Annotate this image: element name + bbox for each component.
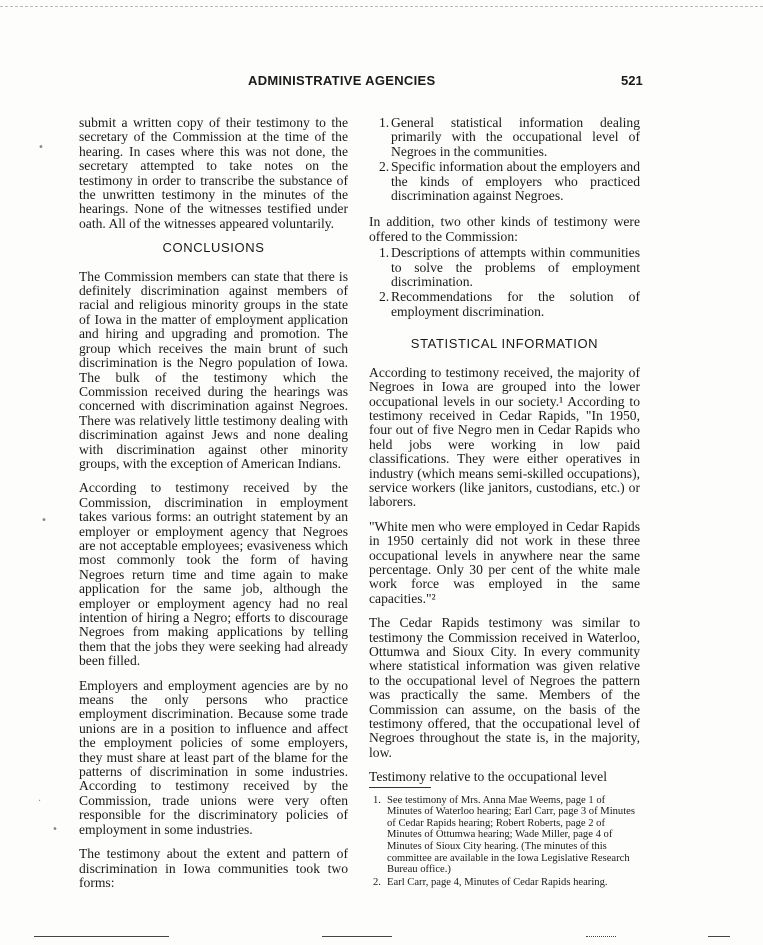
footnote-rule <box>369 787 431 788</box>
paragraph: Employers and employment agencies are by no means the only persons who practice employment discrimination. Because some trade unions are in a position to influence and affect the employment policies of some employers, they must share at least part of the blame for the patterns of discrimination in some industries. According to testimony received by the Commission, trade unions were very often responsible for the discriminatory policies of employment in some industries. <box>79 677 348 837</box>
top-dashed-rule <box>0 6 763 7</box>
bottom-rule <box>322 936 392 937</box>
paragraph: According to testimony received, the majority of Negroes in Iowa are grouped into the lower occupational levels in our society.¹ According to testimony received in Cedar Rapids, "In 1950, four out of five Negro men in Cedar Rapids who held jobs were working in low paid classifications. They were either operatives in industry (which means semi-skilled occupations), service workers (like janitors, custodians, etc.) or laborers. <box>369 364 640 510</box>
paragraph: "White men who were employed in Cedar Rapids in 1950 certainly did not work in these three occupational levels in anywhere near the same percentage. Only 30 per cent of the white male work force was employed in the same capacities."² <box>369 518 640 606</box>
margin-mark: • <box>38 142 44 153</box>
conclusions-heading: CONCLUSIONS <box>162 240 265 256</box>
testimony-forms-list <box>369 116 640 203</box>
list-item: 1. General statistical information dealing primarily with the occupational level of Negroes in the communities. <box>379 115 640 159</box>
bottom-rule <box>708 936 730 937</box>
margin-mark: · <box>38 796 42 807</box>
paragraph: The testimony about the extent and pattern of discrimination in Iowa communities took two forms: <box>79 846 348 890</box>
paragraph: Testimony relative to the occupational level <box>369 769 607 785</box>
list-item: 2. Recommendations for the solution of employment discrimination. <box>379 289 640 319</box>
margin-mark: • <box>52 824 58 835</box>
footnote: 1. See testimony of Mrs. Anna Mae Weems, page 1 of Minutes of Waterloo hearing; Earl Carr, page 3 of Minutes of Cedar Rapids hearing; Robert Roberts, page 2 of Minutes of Ottumwa hearing; Wade Miller, page 4 of Minutes of Sioux City hearing. (The minutes of this committee are available in the Iowa Legislative Research Bureau office.) <box>373 794 636 876</box>
footnote: 2. Earl Carr, page 4, Minutes of Cedar Rapids hearing. <box>373 876 608 888</box>
paragraph: According to testimony received by the Commission, discrimination in employment takes various forms: an outright statement by an employer or employment agency that Negroes are not acceptable employees; evasiveness which most commonly took the form of having Negroes return time and time again to make application for the same job, although the employer or employment agency had no real intention of hiring a Negro; efforts to discourage Negroes from making applications by telling them that the jobs they were seeking had already been filled. <box>79 480 348 669</box>
bottom-rule <box>586 936 616 937</box>
left-column <box>79 116 348 900</box>
page-number: 521 <box>621 73 643 88</box>
footnotes <box>369 795 640 889</box>
paragraph: The Cedar Rapids testimony was similar to testimony the Commission received in Waterloo, Ottumwa and Sioux City. In every community where statistical information was given relative to the occupational level of Negroes the pattern was practically the same. Members of the Commission can assume, on the basis of the testimony offered, that the occupational level of Negroes throughout the state is, in the majority, low. <box>369 615 640 760</box>
other-testimony-list <box>369 246 640 319</box>
paragraph: The Commission members can state that there is definitely discrimination against members of racial and religious minority groups in the state of Iowa in the matter of employment application and hiring and upgrading and promotion. The group which receives the main brunt of such discrimination is the Negro population of Iowa. The bulk of the testimony which the Commission received during the hearings was concerned with discrimination against Negroes. There was relatively little testimony dealing with discrimination against Jews and none dealing with discrimination against other minority groups, with the exception of American Indians. <box>79 268 348 471</box>
paragraph: In addition, two other kinds of testimony were offered to the Commission: <box>369 214 640 244</box>
statistical-information-heading: STATISTICAL INFORMATION <box>410 336 599 352</box>
running-head-title: ADMINISTRATIVE AGENCIES <box>248 73 436 88</box>
running-head <box>0 73 763 95</box>
list-item: 2. Specific information about the employers and the kinds of employers who practiced discrimination against Negroes. <box>379 159 640 204</box>
right-column <box>369 116 640 889</box>
intro-paragraph: submit a written copy of their testimony to the secretary of the Commission at the time of the hearing. In cases where this was not done, the secretary attempted to take notes on the testimony in order to transcribe the substance of the unwritten testimony in the minutes of the hearings. None of the witnesses testified under oath. All of the witnesses appeared voluntarily. <box>79 115 348 231</box>
bottom-rule <box>34 936 169 937</box>
list-item: 1. Descriptions of attempts within communities to solve the problems of employment discrimination. <box>379 245 640 290</box>
margin-mark: • <box>41 515 47 526</box>
